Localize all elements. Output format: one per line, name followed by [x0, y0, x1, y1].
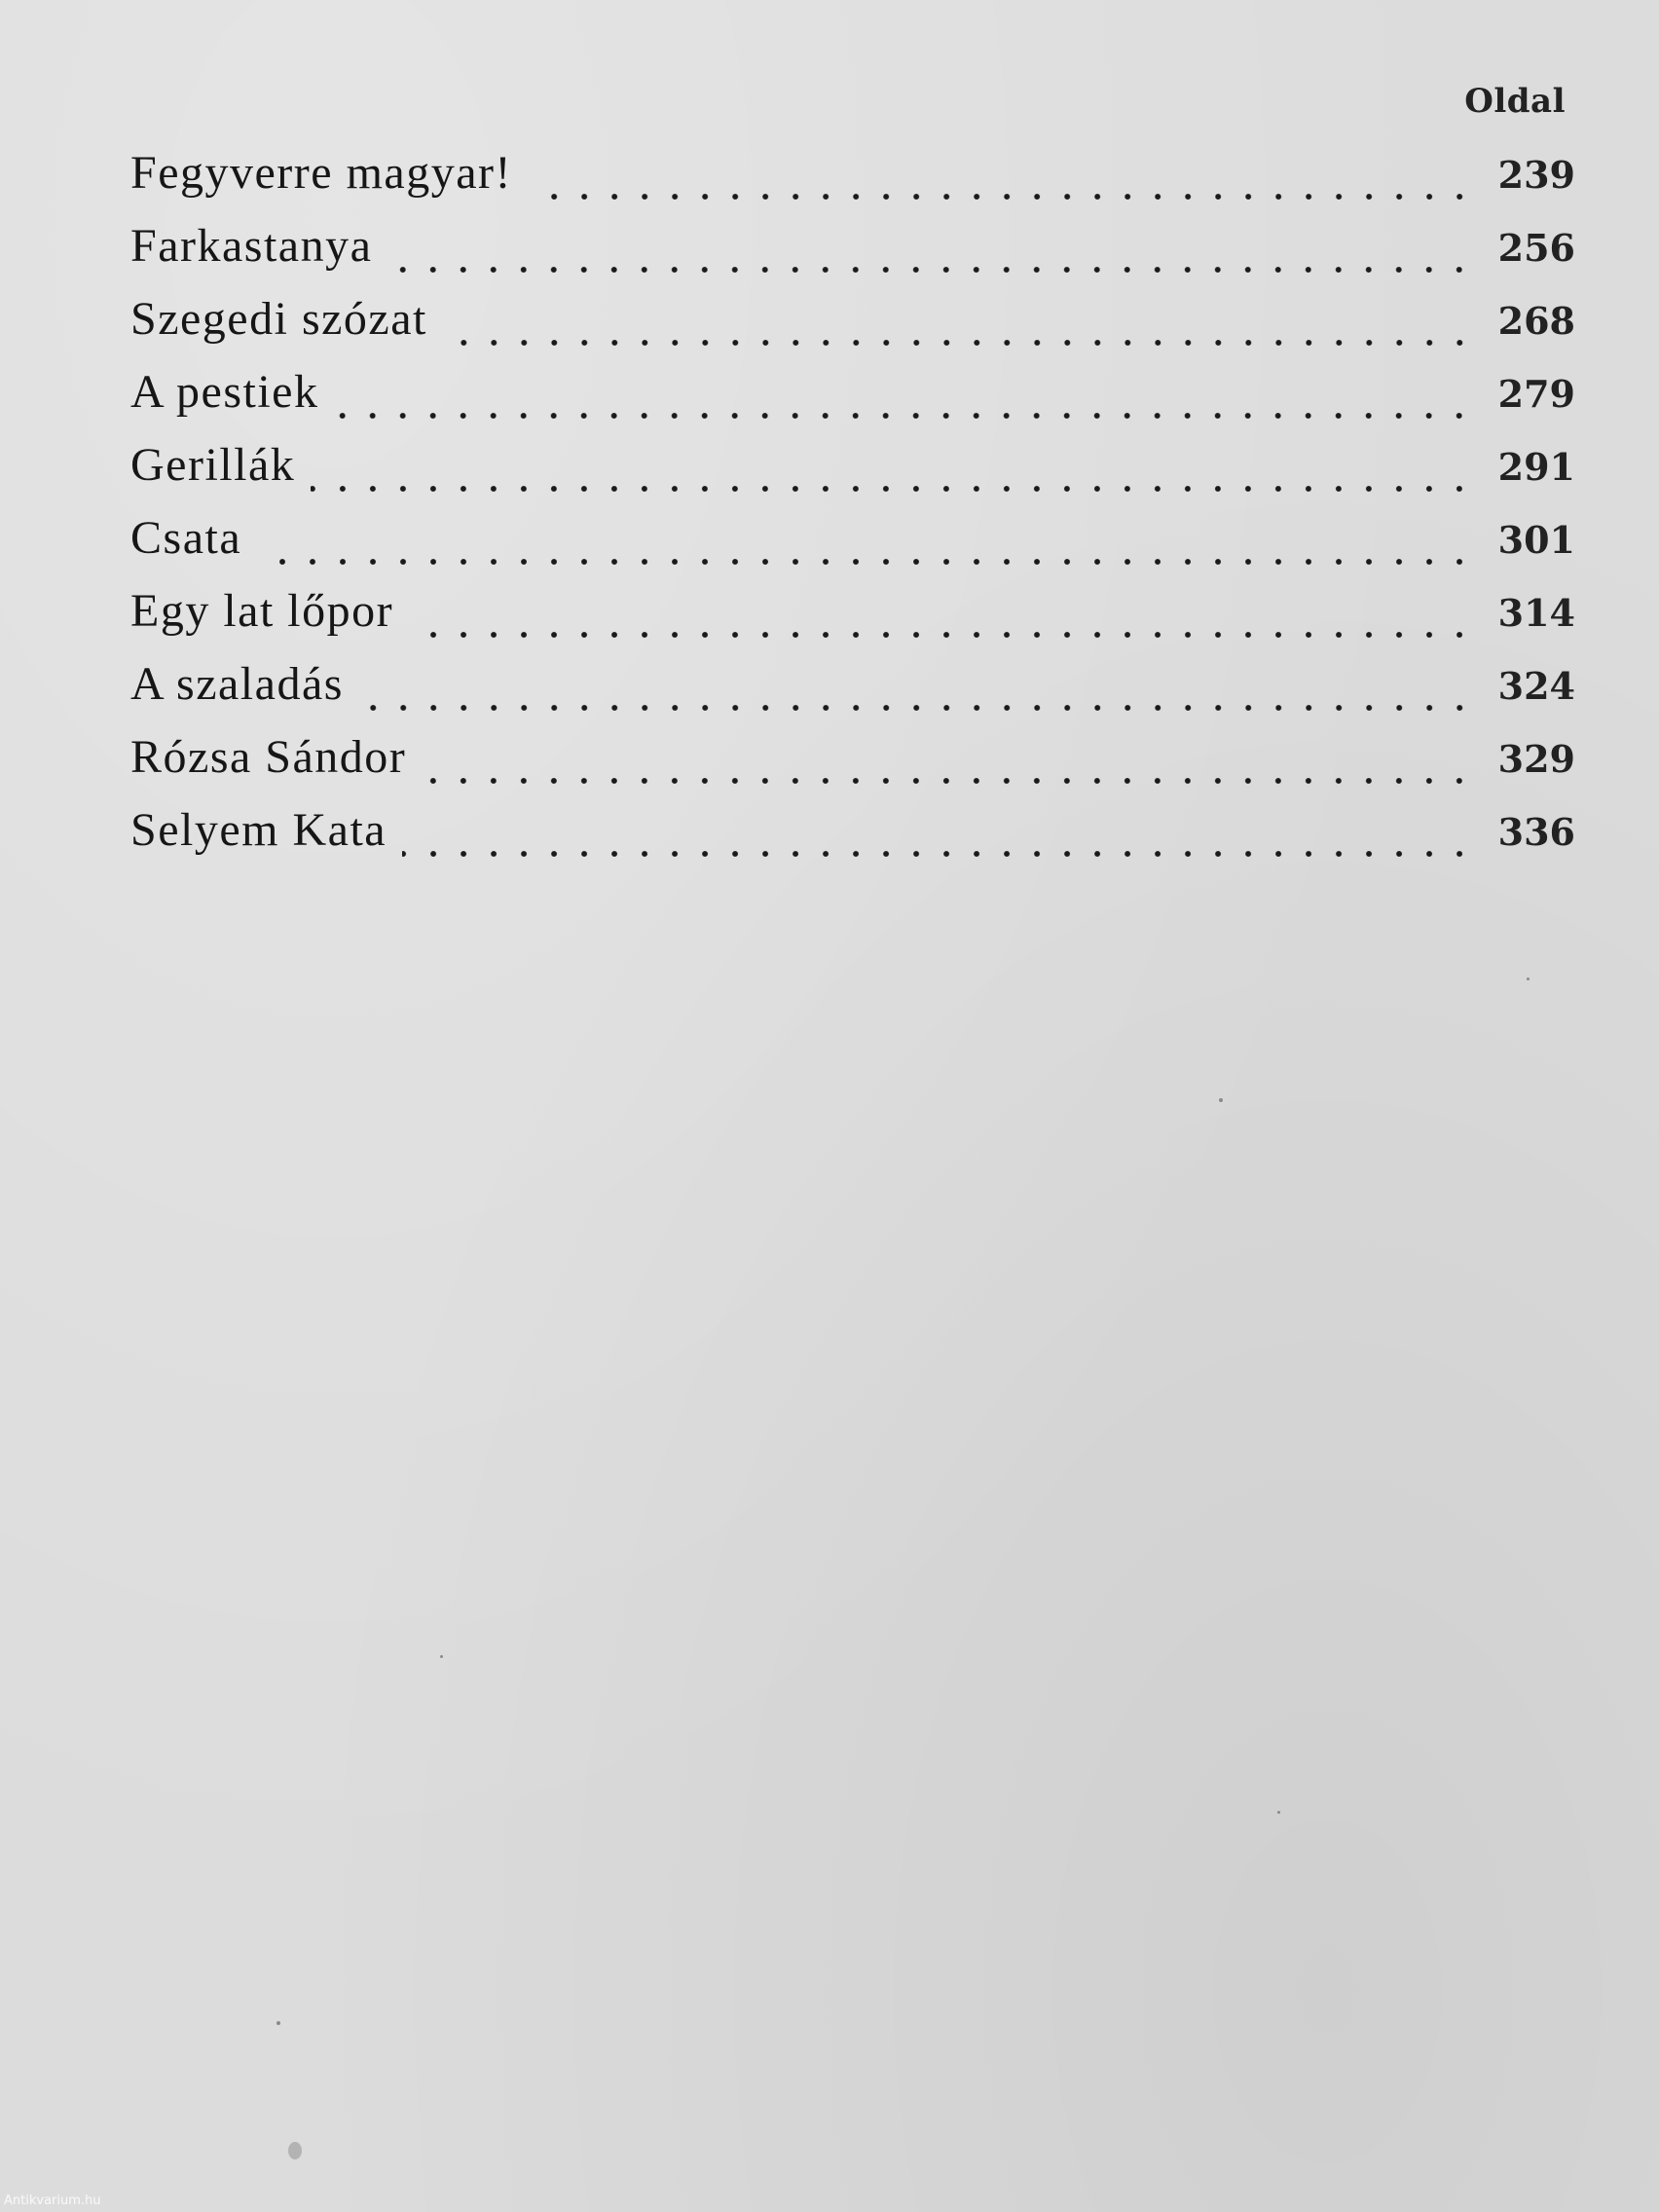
toc-entry-page: 256 — [1497, 226, 1575, 270]
toc-entry-page: 301 — [1497, 518, 1575, 562]
toc-entry — [130, 219, 1575, 292]
toc-entry-page: 324 — [1497, 664, 1575, 708]
paper-speck — [1527, 977, 1530, 980]
dot-leader — [387, 267, 1474, 273]
table-of-contents — [130, 146, 1575, 876]
toc-entry — [130, 584, 1575, 657]
toc-entry-title: Egy lat lőpor — [130, 585, 394, 637]
paper-speck — [276, 2021, 280, 2025]
toc-entry-title: Rózsa Sándor — [130, 731, 407, 783]
toc-entry — [130, 365, 1575, 438]
toc-entry-page: 336 — [1497, 810, 1575, 854]
dot-leader — [409, 632, 1475, 638]
dot-leader — [334, 413, 1474, 419]
watermark: Antikvarium.hu — [4, 2194, 101, 2208]
toc-entry — [130, 657, 1575, 730]
dot-leader — [359, 705, 1475, 711]
toc-entry-title: Selyem Kata — [130, 804, 387, 856]
toc-entry-page: 279 — [1497, 372, 1575, 416]
toc-entry-title: Szegedi szózat — [130, 293, 427, 345]
toc-entry — [130, 511, 1575, 584]
toc-entry-title: A pestiek — [130, 366, 319, 418]
paper-speck — [1219, 1098, 1223, 1102]
toc-entry-title: Fegyverre magyar! — [130, 147, 512, 199]
paper-speck — [288, 2142, 302, 2159]
paper-speck — [1277, 1811, 1280, 1814]
paper-speck — [440, 1655, 443, 1658]
toc-entry-title: Farkastanya — [130, 220, 373, 272]
toc-entry-page: 329 — [1497, 737, 1575, 781]
toc-entry-page: 314 — [1497, 591, 1575, 635]
toc-entry-title: Gerillák — [130, 439, 296, 491]
toc-entry-page: 291 — [1497, 445, 1575, 489]
toc-entry — [130, 146, 1575, 219]
toc-entry — [130, 438, 1575, 511]
dot-leader — [402, 851, 1475, 857]
toc-entry-title: A szaladás — [130, 658, 344, 710]
toc-entry-page: 239 — [1497, 153, 1575, 197]
toc-entry — [130, 730, 1575, 803]
toc-entry — [130, 803, 1575, 876]
dot-leader — [528, 194, 1475, 200]
toc-entry-page: 268 — [1497, 299, 1575, 343]
page-column-header: Oldal — [1464, 82, 1566, 121]
dot-leader — [443, 340, 1475, 346]
dot-leader — [311, 486, 1474, 492]
dot-leader — [257, 559, 1475, 565]
toc-entry — [130, 292, 1575, 365]
dot-leader — [422, 778, 1474, 784]
toc-entry-title: Csata — [130, 512, 242, 564]
